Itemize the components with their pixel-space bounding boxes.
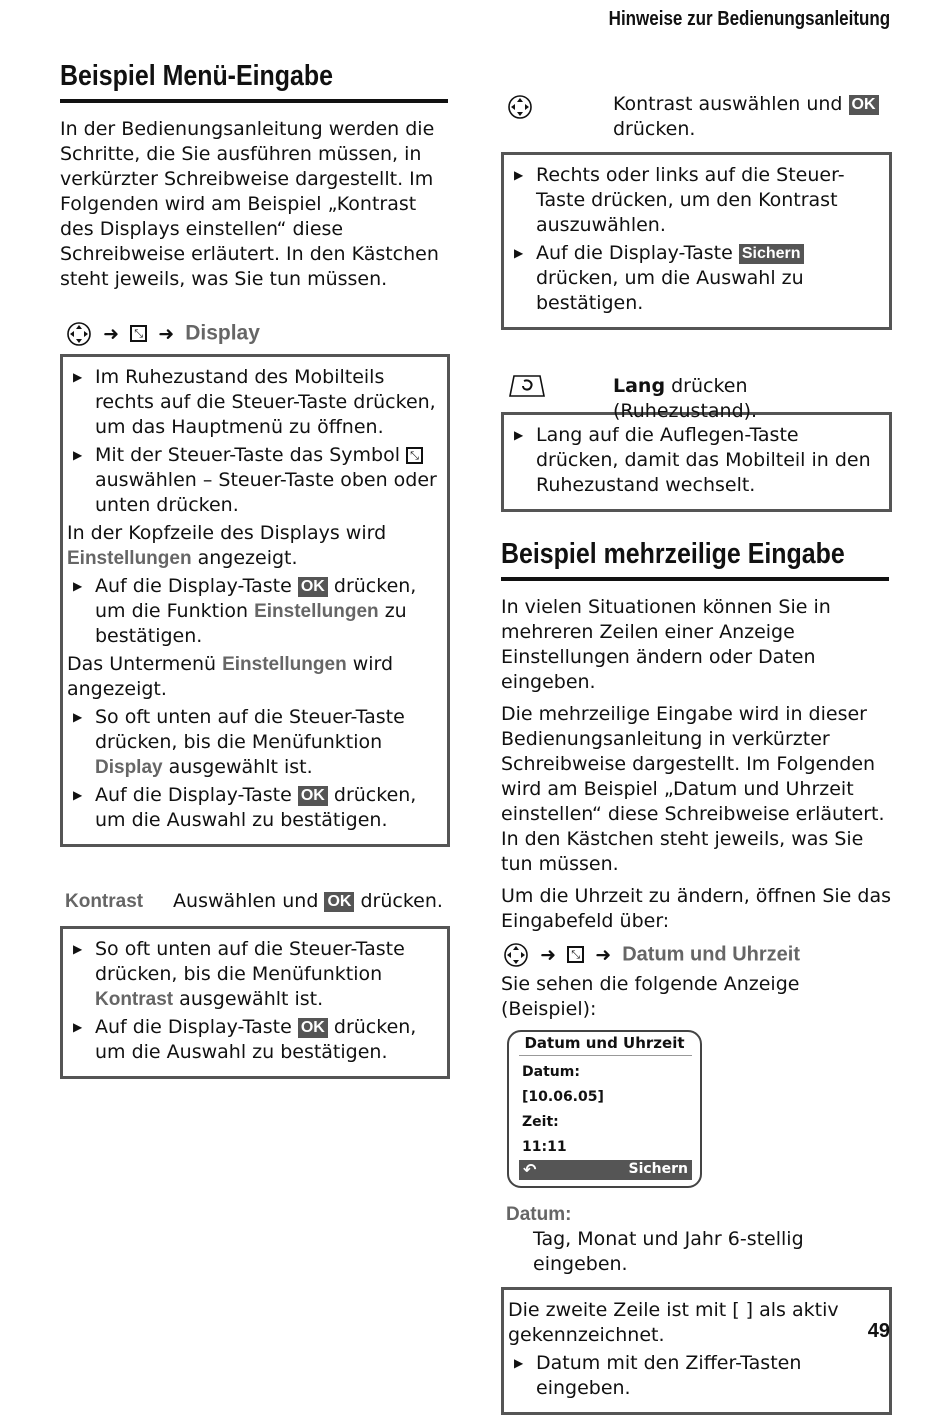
- list-item: ▶ So oft unten auf die Steuer-Taste drücken, bis die Menüfunktion Kontrast ausgewählt ist.: [67, 937, 443, 1012]
- paragraph: In vielen Situationen können Sie in mehreren Zeilen einer Anzeige Einstellungen ändern oder Daten eingeben.: [501, 596, 831, 693]
- intro-paragraph: In der Bedienungsanleitung werden die Schritte, die Sie ausführen müssen, in verkürzter Schreibweise dargestellt. Im Folgenden wird am Beispiel „Kontrast des Displays einstellen“ diese Schreibweise erläutert. In den Kästchen steht jeweils, was Sie tun müssen.: [60, 118, 439, 290]
- step-label: Kontrast: [65, 891, 144, 912]
- arrow-icon: ➜: [595, 943, 612, 966]
- display-screen: [507, 1030, 702, 1188]
- step-kontrast: Kontrast Auswählen und OK drücken.: [65, 890, 443, 912]
- left-column: [60, 60, 450, 1079]
- navigation-key-icon: [66, 321, 92, 347]
- info-paragraph: Das Untermenü Einstellungen wird angezeigt.: [67, 653, 394, 700]
- instruction-box-2: [60, 926, 450, 1079]
- screen-line: 11:11: [522, 1139, 567, 1155]
- ok-key: OK: [849, 95, 879, 115]
- softkey-save: Sichern: [628, 1161, 688, 1177]
- list-item: ▶ So oft unten auf die Steuer-Taste drücken, bis die Menüfunktion Display ausgewählt ist.: [67, 705, 443, 780]
- paragraph: Um die Uhrzeit zu ändern, öffnen Sie das Eingabefeld über:: [501, 885, 892, 932]
- list-item: ▶ Mit der Steuer-Taste das Symbol ⤡ auswählen – Steuer-Taste oben oder unten drücken.: [67, 443, 443, 518]
- path-target: Datum und Uhrzeit: [622, 943, 800, 966]
- end-call-key-icon: [507, 374, 547, 398]
- instruction-box-5: [501, 1287, 892, 1415]
- instruction-box-3: [501, 152, 892, 330]
- arrow-icon: ➜: [103, 322, 120, 345]
- info-paragraph: Die zweite Zeile ist mit [ ] als aktiv gekennzeichnet.: [508, 1299, 839, 1346]
- list-item: ▶ Auf die Display-Taste OK drücken, um die Auswahl zu bestätigen.: [67, 783, 443, 833]
- step-contrast-select: Kontrast auswählen und OK drücken.: [501, 92, 892, 144]
- ok-key: OK: [324, 892, 354, 912]
- screen-line: Datum:: [522, 1064, 580, 1080]
- list-item: ▶ Lang auf die Auflegen-Taste drücken, damit das Mobilteil in den Ruhezustand wechselt.: [508, 423, 885, 498]
- instruction-box-1: [60, 354, 450, 847]
- settings-icon: ⤡: [567, 946, 584, 963]
- screen-divider: [519, 1055, 692, 1056]
- ok-key: OK: [298, 786, 328, 806]
- settings-icon: ⤡: [406, 447, 423, 464]
- field-label: Datum:: [506, 1204, 572, 1225]
- settings-icon: ⤡: [130, 325, 147, 342]
- paragraph: Sie sehen die folgende Anzeige (Beispiel):: [501, 973, 800, 1020]
- running-header: Hinweise zur Bedienungsanleitung: [608, 8, 890, 30]
- list-item: ▶ Auf die Display-Taste Sichern drücken, um die Auswahl zu bestätigen.: [508, 241, 885, 316]
- section-title-menu-input: Beispiel Menü-Eingabe: [60, 60, 334, 92]
- page-number: 49: [867, 1320, 890, 1342]
- screen-line: [10.06.05]: [522, 1089, 604, 1105]
- list-item: ▶ Auf die Display-Taste OK drücken, um die Funktion Einstellungen zu bestätigen.: [67, 574, 443, 649]
- path-target: Display: [185, 321, 260, 345]
- ok-key: OK: [298, 1018, 328, 1038]
- title-rule: [60, 99, 448, 103]
- arrow-icon: ➜: [158, 322, 175, 345]
- screen-line: Zeit:: [522, 1114, 559, 1130]
- back-icon: ↶: [523, 1160, 537, 1179]
- list-item: ▶ Datum mit den Ziffer-Tasten eingeben.: [508, 1351, 885, 1401]
- step-end-key: Lang drücken (Ruhezustand).: [501, 374, 892, 402]
- info-paragraph: In der Kopfzeile des Displays wird Einstellungen angezeigt.: [67, 522, 387, 569]
- section-title-multiline: Beispiel mehrzeilige Eingabe: [501, 538, 845, 570]
- navigation-key-icon: [507, 94, 533, 120]
- instruction-box-4: [501, 412, 892, 512]
- navigation-key-icon: [503, 942, 529, 968]
- field-text: Tag, Monat und Jahr 6-stellig eingeben.: [533, 1228, 804, 1275]
- softkey-bar: [519, 1160, 692, 1180]
- arrow-icon: ➜: [540, 943, 557, 966]
- list-item: ▶ Im Ruhezustand des Mobilteils rechts auf die Steuer-Taste drücken, um das Hauptmenü zu öffnen.: [67, 365, 443, 440]
- sichern-key: Sichern: [739, 244, 804, 264]
- title-rule: [501, 577, 889, 581]
- list-item: ▶ Auf die Display-Taste OK drücken, um die Auswahl zu bestätigen.: [67, 1015, 443, 1065]
- screen-title: Datum und Uhrzeit: [524, 1034, 685, 1052]
- menu-path-2: [501, 940, 892, 968]
- field-description: [501, 1202, 892, 1277]
- list-item: ▶ Rechts oder links auf die Steuer-Taste drücken, um den Kontrast auszuwählen.: [508, 163, 885, 238]
- ok-key: OK: [298, 577, 328, 597]
- paragraph: Die mehrzeilige Eingabe wird in dieser Bedienungsanleitung in verkürzter Schreibweise dargestellt. Im Folgenden wird am Beispiel „Datum und Uhrzeit einstellen“ diese Schreibweise erläutert. In den Kästchen steht jeweils, was Sie tun müssen.: [501, 703, 885, 875]
- menu-path: [60, 318, 450, 348]
- right-column: [501, 92, 892, 1415]
